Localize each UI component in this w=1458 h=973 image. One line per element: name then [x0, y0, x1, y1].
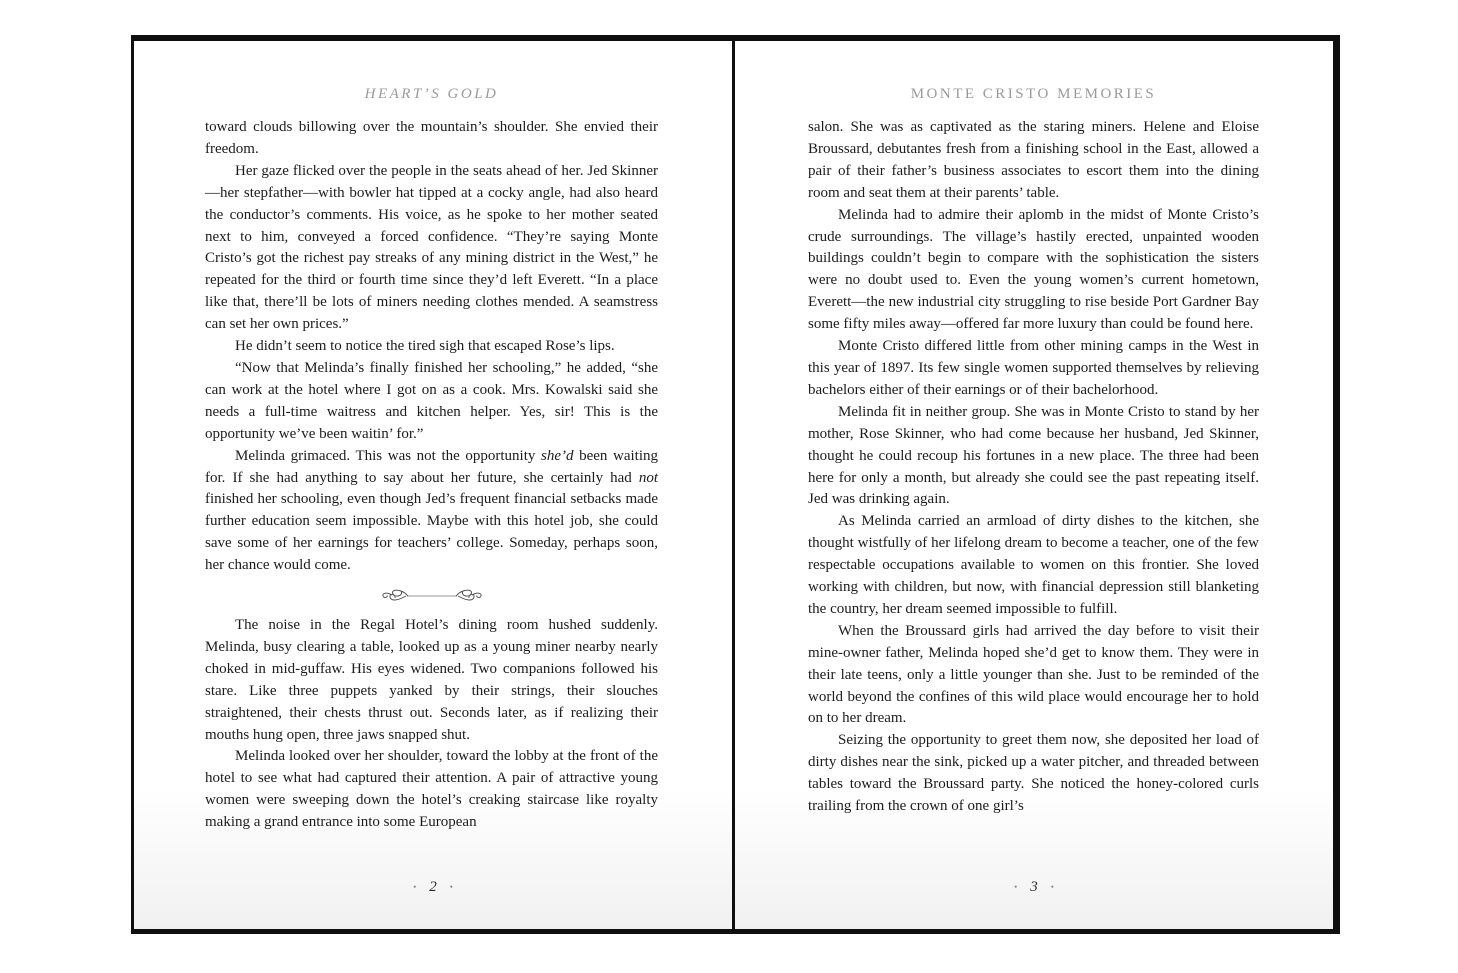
right-page — [735, 41, 1333, 929]
scene-break — [205, 577, 658, 615]
left-page-footer — [134, 879, 732, 896]
paragraph: Melinda looked over her shoulder, toward the lobby at the front of the hotel to see what had captured their attention. A pair of attractive young women were sweeping down the hotel’s creaking staircase like royalty making a grand entrance into some European — [205, 748, 658, 831]
ebook-spread-frame — [131, 35, 1340, 934]
paragraph: “Now that Melinda’s finally finished her schooling,” he added, “she can work at the hotel where I got on as a cook. Mrs. Kowalski said she needs a full-time waitress and kitchen helper. Yes, sir! This is the opportunity we’ve been waitin’ for.” — [205, 359, 658, 442]
left-page-body — [205, 117, 658, 834]
page-number-right: 3 — [1030, 879, 1038, 895]
paragraph: As Melinda carried an armload of dirty dishes to the kitchen, she thought wistfully of her lifelong dream to become a teacher, one of the few respectable occupations available to women on this frontier. She loved working with children, but now, with financial depression still blanketing the country, her dream seemed impossible to fulfill. — [808, 513, 1259, 617]
scene-break-flourish-icon — [377, 585, 487, 607]
running-header-right: MONTE CRISTO MEMORIES — [910, 86, 1157, 102]
page-number-left: 2 — [429, 879, 437, 895]
running-header-left: HEART’S GOLD — [364, 86, 499, 102]
paragraph: The noise in the Regal Hotel’s dining room hushed suddenly. Melinda, busy clearing a table, looked up as a young miner nearby nearly choked in mid-guffaw. His eyes widened. Two companions followed his stare. Like three puppets yanked by their strings, their slouches straightened, their chests thrust out. Seconds later, as if realizing their mouths hung open, three jaws snapped shut. — [205, 617, 658, 743]
paragraph: salon. She was as captivated as the staring miners. Helene and Eloise Broussard, debutantes fresh from a finishing school in the East, allowed a pair of their father’s business associates to escort them into the dining room and seat them at their parents’ table. — [808, 119, 1259, 201]
paragraph: Melinda grimaced. This was not the opportunity she’d been waiting for. If she had anything to say about her future, she certainly had not finished her schooling, even though Jed’s frequent financial setbacks made further education seem impossible. Maybe with this hotel job, she could save some of her earnings for teachers’ college. Someday, perhaps soon, her chance would come. — [205, 447, 658, 574]
footer-dot-icon: • — [1050, 882, 1054, 892]
footer-dot-icon: • — [449, 882, 453, 892]
right-page-body — [808, 117, 1259, 818]
footer-dot-icon: • — [1014, 882, 1018, 892]
right-page-footer — [735, 879, 1333, 896]
paragraph: Seizing the opportunity to greet them now, she deposited her load of dirty dishes near the sink, picked up a water pitcher, and threaded between tables toward the Broussard party. She noticed the honey-colored curls trailing from the crown of one girl’s — [808, 732, 1259, 815]
footer-dot-icon: • — [413, 882, 417, 892]
paragraph: When the Broussard girls had arrived the day before to visit their mine-owner father, Melinda hoped she’d get to know them. They were in their late teens, only a little younger than she. Just to be reminded of the world beyond the confines of this wild place would encourage her to hold on to her dream. — [808, 622, 1259, 727]
paragraph: toward clouds billowing over the mountain’s shoulder. She envied their freedom. — [205, 119, 658, 157]
paragraph: Monte Cristo differed little from other mining camps in the West in this year of 1897. Its few single women supported themselves by relieving bachelors either of their earnings or of their bachelorhood. — [808, 338, 1259, 398]
paragraph: Her gaze flicked over the people in the seats ahead of her. Jed Skinner—her stepfather—with bowler hat tipped at a cocky angle, had also heard the conductor’s comments. His voice, as he spoke to her mother seated next to him, conveyed a forced confidence. “They’re saying Monte Cristo’s got the richest pay streaks of any mining district in the West,” he repeated for the third or fourth time since they’d left Everett. “In a place like that, there’ll be lots of miners needing clothes mended. A seamstress can set her own prices.” — [205, 162, 658, 333]
paragraph: He didn’t seem to notice the tired sigh that escaped Rose’s lips. — [235, 338, 615, 355]
left-page — [134, 41, 732, 929]
paragraph: Melinda had to admire their aplomb in the midst of Monte Cristo’s crude surroundings. The village’s hastily erected, unpainted wooden buildings couldn’t begin to compare with the sophistication the sisters were no doubt used to. Even the young women’s current hometown, Everett—the new industrial city struggling to rise beside Port Gardner Bay some fifty miles away—offered far more luxury than could be found here. — [808, 206, 1259, 333]
paragraph: Melinda fit in neither group. She was in Monte Cristo to stand by her mother, Rose Skinner, who had come because her husband, Jed Skinner, thought he could recoup his fortunes in a new place. The three had been here for only a month, but already she could see the past repeating itself. Jed was drinking again. — [808, 403, 1259, 508]
